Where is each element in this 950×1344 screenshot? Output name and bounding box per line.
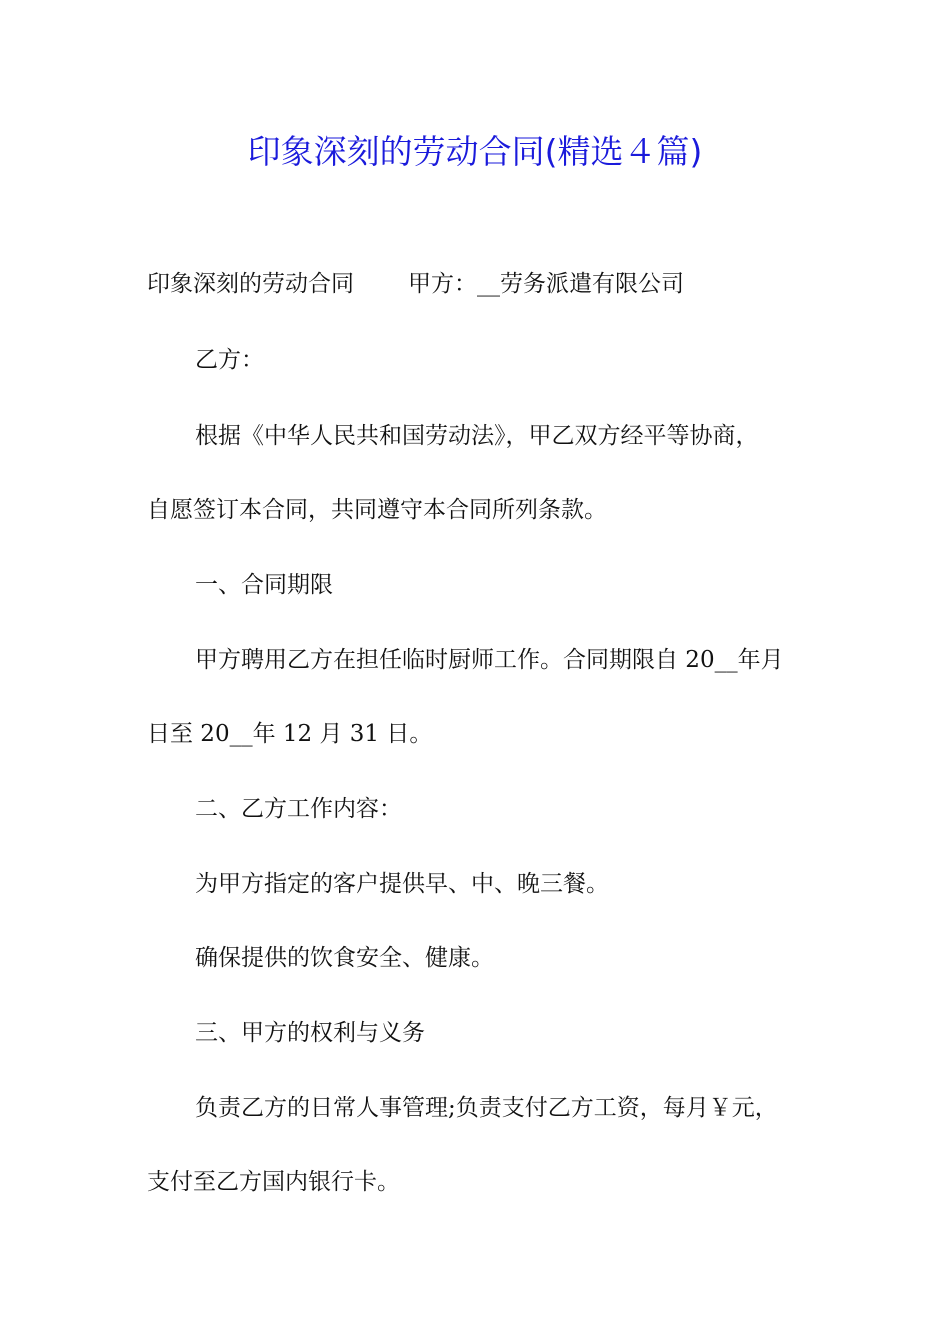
section-2-heading: 二、乙方工作内容： — [195, 796, 402, 822]
section-2-item-1: 为甲方指定的客户提供早、中、晚三餐。 — [195, 871, 609, 897]
intro-line — [147, 266, 684, 302]
section-3-heading: 三、甲方的权利与义务 — [195, 1020, 425, 1046]
section-1-line-1: 甲方聘用乙方在担任临时厨师工作。合同期限自 20__年月 — [195, 647, 784, 673]
section-3-line-2: 支付至乙方国内银行卡。 — [147, 1169, 400, 1195]
party-a-text: 甲方：__劳务派遣有限公司 — [408, 271, 684, 297]
section-1-heading: 一、合同期限 — [195, 572, 333, 598]
section-3-line-1: 负责乙方的日常人事管理;负责支付乙方工资，每月￥元， — [195, 1095, 778, 1121]
paragraph-1-line-1: 根据《中华人民共和国劳动法》，甲乙双方经平等协商， — [195, 423, 759, 449]
party-b-line: 乙方： — [195, 347, 264, 373]
section-2-item-2: 确保提供的饮食安全、健康。 — [195, 945, 494, 971]
paragraph-1-line-2: 自愿签订本合同，共同遵守本合同所列条款。 — [147, 497, 607, 523]
section-1-line-2: 日至 20__年 12 月 31 日。 — [147, 721, 433, 747]
document-title: 印象深刻的劳动合同(精选４篇) — [247, 132, 703, 171]
intro-left-text: 印象深刻的劳动合同 — [147, 271, 354, 297]
